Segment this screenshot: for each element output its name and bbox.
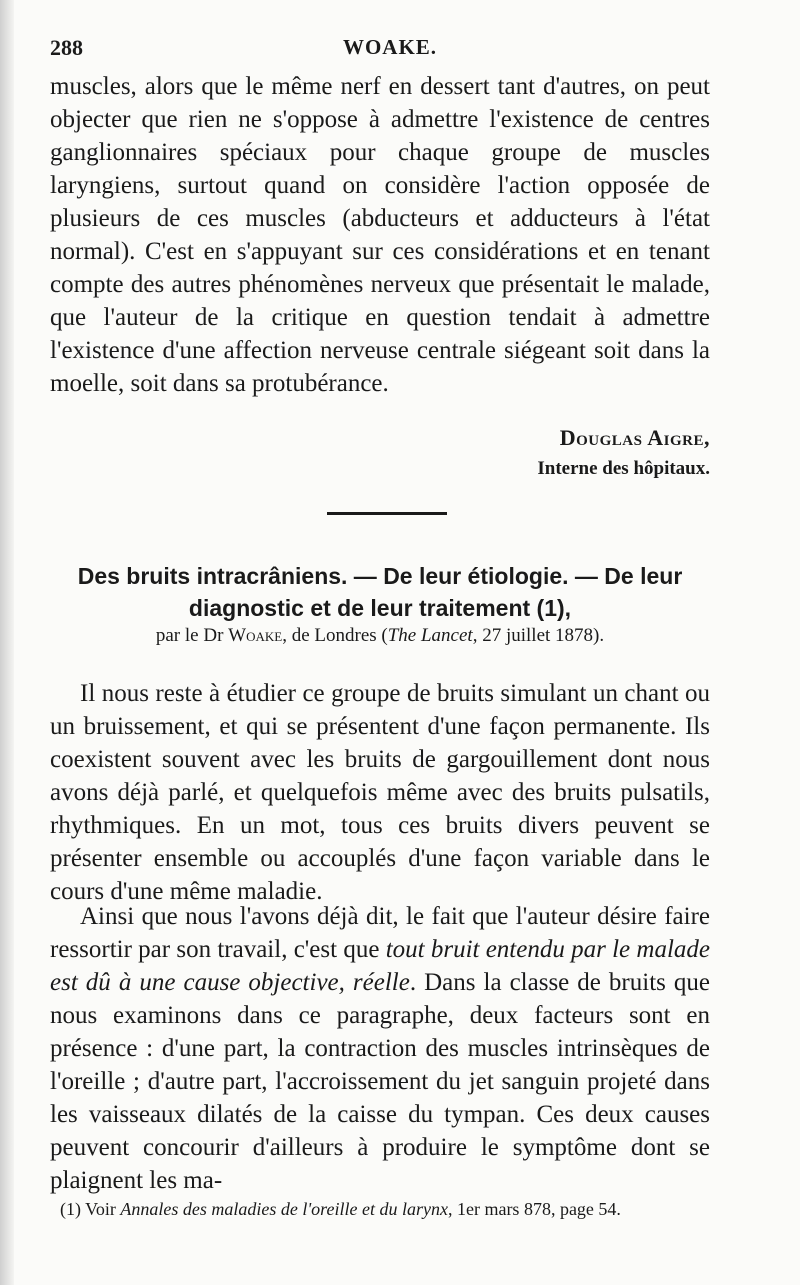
signature-role: Interne des hôpitaux. <box>537 458 710 479</box>
running-head: WOAKE. <box>342 35 438 59</box>
paragraph-body-2-start: Ainsi que nous l'avons déjà dit, le fait que l'auteur désire faire ressortir par son travail, c'est que <box>50 903 710 963</box>
signature-block <box>537 422 710 484</box>
byline-place: , de Londres ( <box>282 625 388 646</box>
paragraph-body-2-emphasis: tout bruit entendu par le malade est dû à une cause objective, réelle <box>50 936 710 996</box>
byline-prefix: par le Dr <box>155 625 224 646</box>
paragraph-body-2-end: . Dans la classe de bruits que nous examinons dans ce paragraphe, deux facteurs sont en présence : d'une part, la contraction des muscles intrinsèques de l'oreille ; d'autre part, l'accroissement du jet sanguin projeté dans les vaisseaux dilatés de la caisse du tympan. Ces deux causes peuvent concourir d'ailleurs à produire le symptôme dont se plaignent les ma- <box>50 969 710 1194</box>
signature-name: Douglas Aigre, <box>559 425 710 450</box>
article-byline <box>50 625 710 647</box>
footnote-prefix: (1) Voir <box>60 1199 121 1219</box>
byline-date: , 27 juillet 1878). <box>472 625 605 646</box>
paragraph-body-1: Il nous reste à étudier ce groupe de bruits simulant un chant ou un bruissement, et qui se présentent d'une façon permanente. Ils coexistent souvent avec les bruits de gargouillement dont nous avons déjà parlé, et quelquefois même avec des bruits pulsatils, rhythmiques. En un mot, tous ces bruits divers peuvent se présenter ensemble ou accouplés d'une façon variable dans le cours d'une même maladie. <box>50 680 710 905</box>
page-header <box>50 35 730 65</box>
footnote-suffix: , 1er mars 878, page 54. <box>447 1199 621 1219</box>
section-divider <box>327 512 447 515</box>
footnote <box>60 1196 710 1223</box>
byline-author: Woake <box>228 625 283 646</box>
page-number: 288 <box>50 35 83 60</box>
paragraph-body-2 <box>50 900 710 1197</box>
page-binding-edge <box>0 0 14 1285</box>
paragraph-continued: muscles, alors que le même nerf en dessert tant d'autres, on peut objecter que rien ne s'oppose à admettre l'existence de centres ganglionnaires spéciaux pour chaque groupe de muscles laryngiens, surtout quand on considère l'action opposée de plusieurs de ces muscles (abducteurs et adducteurs à l'état normal). C'est en s'appuyant sur ces considérations et en tenant compte des autres phénomènes nerveux que présentait le malade, que l'auteur de la critique en question tendait à admettre l'existence d'une affection nerveuse centrale siégeant soit dans la moelle, soit dans sa protubérance. <box>50 73 710 397</box>
footnote-journal: Annales des maladies de l'oreille et du larynx <box>120 1199 448 1219</box>
article-title: Des bruits intracrâniens. — De leur étiologie. — De leur diagnostic et de leur traitement (1), <box>77 563 683 621</box>
byline-source: The Lancet <box>387 625 473 646</box>
